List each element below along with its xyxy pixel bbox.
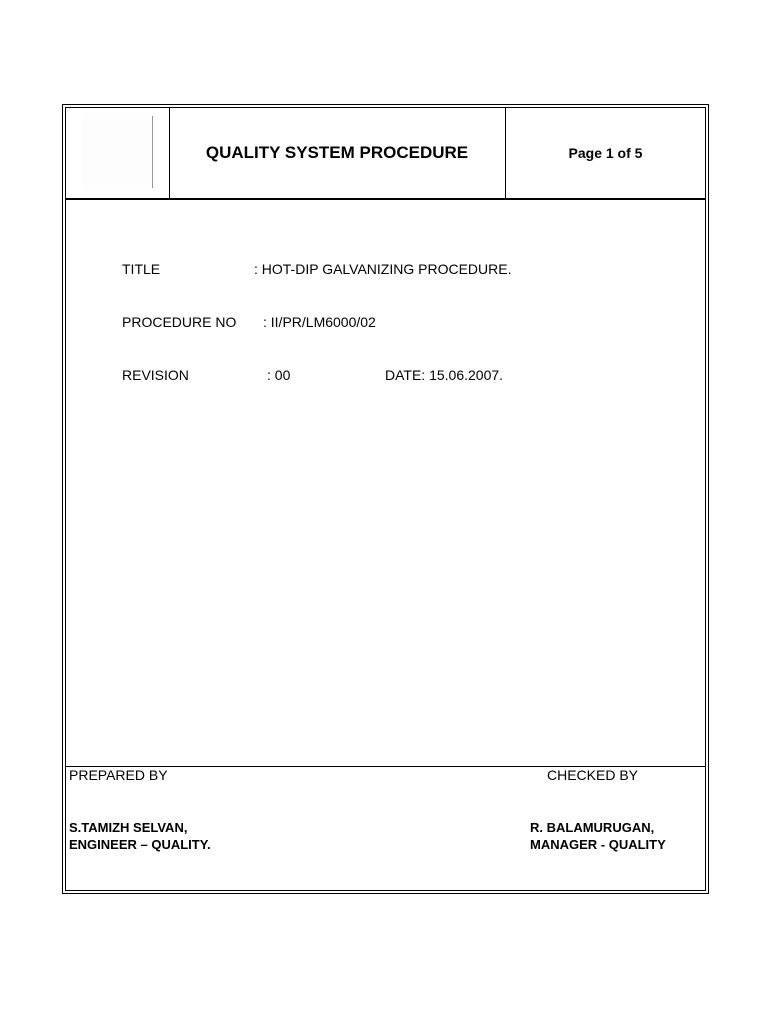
- checked-role: MANAGER - QUALITY: [530, 837, 666, 852]
- document-border: [65, 107, 706, 891]
- procedure-value: : II/PR/LM6000/02: [263, 314, 376, 330]
- prepared-by-label: PREPARED BY: [69, 767, 168, 783]
- procedure-label: PROCEDURE NO: [122, 314, 237, 330]
- signature-section: [66, 766, 705, 890]
- checked-name: R. BALAMURUGAN,: [530, 820, 655, 835]
- revision-value: : 00: [267, 367, 291, 383]
- document-title: QUALITY SYSTEM PROCEDURE: [169, 108, 506, 198]
- title-value: : HOT-DIP GALVANIZING PROCEDURE.: [254, 261, 512, 277]
- revision-label: REVISION: [122, 367, 189, 383]
- prepared-name: S.TAMIZH SELVAN,: [69, 820, 188, 835]
- document-frame: [62, 104, 709, 894]
- title-label: TITLE: [122, 261, 161, 277]
- company-logo: [82, 116, 153, 188]
- date-value: DATE: 15.06.2007.: [385, 367, 504, 383]
- page-indicator: Page 1 of 5: [568, 145, 643, 161]
- logo-cell: [66, 108, 170, 198]
- checked-by-label: CHECKED BY: [547, 767, 639, 783]
- document-header: [66, 108, 705, 200]
- prepared-role: ENGINEER – QUALITY.: [69, 837, 211, 852]
